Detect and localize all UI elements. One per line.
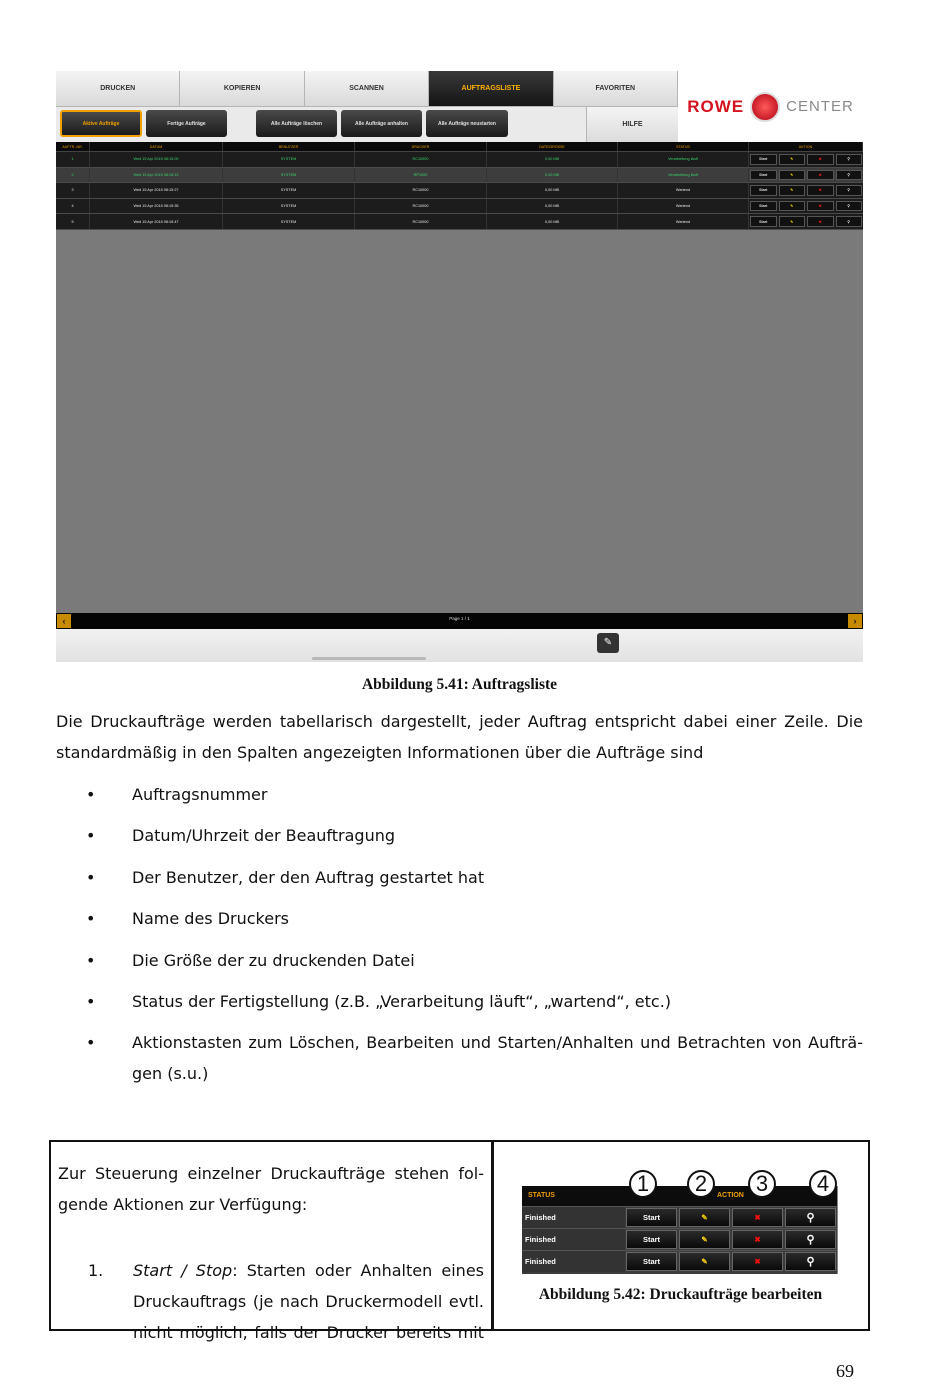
cross-icon[interactable]: ✖ <box>807 216 834 227</box>
table-row[interactable] <box>56 152 863 168</box>
cell-date: Wed 15 Apr 2015 08:15:12 <box>90 168 223 183</box>
wrench-icon[interactable]: ✎ <box>597 633 619 653</box>
status-cell: Finished <box>522 1229 625 1250</box>
cell-size: 0,00 MB <box>487 199 618 214</box>
start-button[interactable]: Start <box>750 201 777 212</box>
box-intro-line-2: gende Aktionen zur Verfügung: <box>58 1195 308 1214</box>
cell-status: Wartend <box>618 183 749 198</box>
cell-size: 0,00 MB <box>487 152 618 167</box>
job-table-body <box>56 152 863 230</box>
status-cell: Finished <box>522 1207 625 1228</box>
status-cell: Finished <box>522 1251 625 1272</box>
cross-icon[interactable]: ✖ <box>732 1252 783 1271</box>
pencil-icon[interactable]: ✎ <box>779 201 806 212</box>
cell-nr: 4 <box>56 199 90 214</box>
item-term: Start / Stop <box>133 1261 233 1280</box>
pager-bar <box>56 613 863 629</box>
cell-nr: 1 <box>56 152 90 167</box>
pencil-icon[interactable]: ✎ <box>779 154 806 165</box>
tab-favoriten[interactable]: FAVORITEN <box>554 71 678 107</box>
row-actions <box>749 152 863 167</box>
list-item: • Auftragsnummer <box>56 779 863 810</box>
magnifier-icon[interactable]: ⚲ <box>836 154 863 165</box>
figure-caption-5-42: Abbildung 5.42: Druckaufträge bearbeiten <box>538 1286 823 1303</box>
magnifier-icon[interactable]: ⚲ <box>836 170 863 181</box>
cell-size: 0,00 MB <box>487 168 618 183</box>
rowe-center-logo <box>678 71 863 142</box>
bottom-toolbar <box>56 629 863 662</box>
pencil-icon[interactable]: ✎ <box>779 185 806 196</box>
magnifier-icon[interactable]: ⚲ <box>785 1230 836 1249</box>
tab-kopieren[interactable]: KOPIEREN <box>180 71 304 107</box>
start-button[interactable]: Start <box>750 185 777 196</box>
list-item-number: 1. <box>88 1261 104 1280</box>
logo-wordmark-right: CENTER <box>786 98 854 115</box>
table-row <box>522 1228 837 1250</box>
intro-paragraph <box>56 706 863 768</box>
table-row[interactable] <box>56 183 863 199</box>
cross-icon[interactable]: ✖ <box>807 201 834 212</box>
magnifier-icon[interactable]: ⚲ <box>836 185 863 196</box>
callout-badge-3: 3 <box>748 1170 776 1198</box>
tab-scannen[interactable]: SCANNEN <box>305 71 429 107</box>
magnifier-icon[interactable]: ⚲ <box>836 216 863 227</box>
table-divider <box>491 1142 494 1329</box>
actions-description <box>58 1158 485 1342</box>
cell-status: Verarbeitung läuft <box>618 168 749 183</box>
cell-user: SYSTEM <box>223 183 355 198</box>
cell-printer: RC10000 <box>355 199 487 214</box>
cell-user: SYSTEM <box>223 168 355 183</box>
pencil-icon[interactable]: ✎ <box>679 1208 730 1227</box>
tab-drucken[interactable]: DRUCKEN <box>56 71 180 107</box>
actions-header <box>522 1186 837 1206</box>
help-button[interactable]: HILFE <box>586 107 678 142</box>
cell-printer: RC10000 <box>355 214 487 229</box>
pencil-icon[interactable]: ✎ <box>679 1252 730 1271</box>
cross-icon[interactable]: ✖ <box>732 1208 783 1227</box>
column-header[interactable]: AUFTR.-NR. <box>56 142 90 151</box>
intro-line-2: standardmäßig in den Spalten angezeigten Informationen über die Aufträge sind <box>56 743 704 762</box>
row-actions <box>749 199 863 214</box>
bullet-7-line-2: gen (s.u.) <box>132 1064 209 1084</box>
column-header[interactable]: BENUTZER <box>223 142 355 151</box>
cell-printer: RC10000 <box>355 152 487 167</box>
action-header: ACTION <box>717 1192 744 1199</box>
column-header[interactable]: AKTION <box>749 142 863 151</box>
pencil-icon[interactable]: ✎ <box>779 216 806 227</box>
cell-user: SYSTEM <box>223 152 355 167</box>
column-header[interactable]: STATUS <box>618 142 749 151</box>
cell-status: Verarbeitung läuft <box>618 152 749 167</box>
row-actions <box>749 214 863 229</box>
list-item: • Status der Fertigstellung (z.B. „Verarbeitung läuft“, „wartend“, etc.) <box>56 986 863 1017</box>
item-line-3: nicht möglich, falls der Drucker bereits mit <box>133 1323 484 1342</box>
cell-nr: 3 <box>56 183 90 198</box>
cell-size: 0,00 MB <box>487 183 618 198</box>
chevron-left-icon[interactable]: ‹ <box>57 614 71 628</box>
start-button[interactable]: Start <box>626 1252 677 1271</box>
cross-icon[interactable]: ✖ <box>807 154 834 165</box>
cell-status: Wartend <box>618 199 749 214</box>
actions-table <box>49 1140 870 1342</box>
scroll-handle[interactable] <box>312 657 426 660</box>
cross-icon[interactable]: ✖ <box>807 170 834 181</box>
cell-date: Wed 15 Apr 2015 08:15:35 <box>90 199 223 214</box>
table-row[interactable] <box>56 168 863 184</box>
cell-date: Wed 15 Apr 2015 08:15:47 <box>90 214 223 229</box>
status-header: STATUS <box>528 1192 555 1199</box>
cell-status: Wartend <box>618 214 749 229</box>
logo-wordmark-left: ROWE <box>687 96 745 116</box>
cross-icon[interactable]: ✖ <box>807 185 834 196</box>
list-item <box>133 1255 484 1348</box>
list-item: • Die Größe der zu druckenden Datei <box>56 945 863 976</box>
pager-label: Page 1 / 1 <box>449 616 470 621</box>
start-button[interactable]: Start <box>750 216 777 227</box>
list-item: • Der Benutzer, der den Auftrag gestartet hat <box>56 862 863 893</box>
pause-all-jobs-button[interactable]: Alle Aufträge anhalten <box>341 110 422 137</box>
list-item: • Name des Druckers <box>56 903 863 934</box>
item-first-line-rest: : Starten oder Anhalten eines <box>232 1261 485 1280</box>
table-row[interactable] <box>56 199 863 215</box>
cell-printer: RC10000 <box>355 183 487 198</box>
cell-date: Wed 15 Apr 2015 08:15:00 <box>90 152 223 167</box>
main-tab-bar <box>56 71 678 107</box>
callout-badge-1: 1 <box>629 1170 657 1198</box>
magnifier-icon[interactable]: ⚲ <box>836 201 863 212</box>
column-header[interactable]: DATEIGRÖSSE <box>487 142 618 151</box>
cell-nr: 2 <box>56 168 90 183</box>
start-button[interactable]: Start <box>750 170 777 181</box>
pencil-icon[interactable]: ✎ <box>679 1230 730 1249</box>
tab-auftragsliste[interactable]: AUFTRAGSLISTE <box>429 71 553 107</box>
logo-emblem-icon <box>750 92 780 122</box>
table-row <box>522 1250 837 1272</box>
start-button[interactable]: Start <box>626 1208 677 1227</box>
page-number: 69 <box>836 1361 854 1381</box>
job-actions-screenshot <box>522 1171 838 1274</box>
cell-date: Wed 15 Apr 2015 08:15:27 <box>90 183 223 198</box>
cell-user: SYSTEM <box>223 199 355 214</box>
delete-all-jobs-button[interactable]: Alle Aufträge löschen <box>256 110 337 137</box>
info-bullet-list <box>56 779 863 1100</box>
cell-printer: RP1000 <box>355 168 487 183</box>
item-line-2: Druckauftrags (je nach Druckermodell evtl. <box>133 1292 484 1311</box>
list-item: • Datum/Uhrzeit der Beauftragung <box>56 820 863 851</box>
column-header[interactable]: DRUCKER <box>355 142 487 151</box>
job-table <box>56 142 863 230</box>
row-actions <box>749 168 863 183</box>
box-intro-line-1: Zur Steuerung einzelner Druckaufträge stehen fol- <box>58 1164 484 1183</box>
intro-line-1: Die Druckaufträge werden tabellarisch dargestellt, jeder Auftrag entspricht dabei einer Zeile. Die <box>56 712 863 731</box>
pencil-icon[interactable]: ✎ <box>779 170 806 181</box>
callout-badge-2: 2 <box>687 1170 715 1198</box>
row-actions <box>749 183 863 198</box>
table-row <box>522 1206 837 1228</box>
start-button[interactable]: Start <box>750 154 777 165</box>
start-button[interactable]: Start <box>626 1230 677 1249</box>
bullet-7-line-1: • Aktionstasten zum Löschen, Bearbeiten und Starten/Anhalten und Betrachten von Aufträ- <box>132 1033 863 1053</box>
list-item <box>56 1027 863 1089</box>
figure-caption-5-41: Abbildung 5.41: Auftragsliste <box>361 676 558 693</box>
cross-icon[interactable]: ✖ <box>732 1230 783 1249</box>
sub-toolbar <box>56 107 586 142</box>
magnifier-icon[interactable]: ⚲ <box>785 1252 836 1271</box>
table-row[interactable] <box>56 214 863 230</box>
cell-size: 0,00 MB <box>487 214 618 229</box>
finished-jobs-button[interactable]: Fertige Aufträge <box>146 110 227 137</box>
restart-all-jobs-button[interactable]: Alle Aufträge neustarten <box>426 110 508 137</box>
cell-user: SYSTEM <box>223 214 355 229</box>
auftragsliste-screenshot <box>56 71 863 662</box>
active-jobs-button[interactable]: Aktive Aufträge <box>60 110 142 137</box>
callout-badge-4: 4 <box>809 1170 837 1198</box>
job-table-header <box>56 142 863 152</box>
cell-nr: 5 <box>56 214 90 229</box>
chevron-right-icon[interactable]: › <box>848 614 862 628</box>
column-header[interactable]: DATUM <box>90 142 223 151</box>
magnifier-icon[interactable]: ⚲ <box>785 1208 836 1227</box>
